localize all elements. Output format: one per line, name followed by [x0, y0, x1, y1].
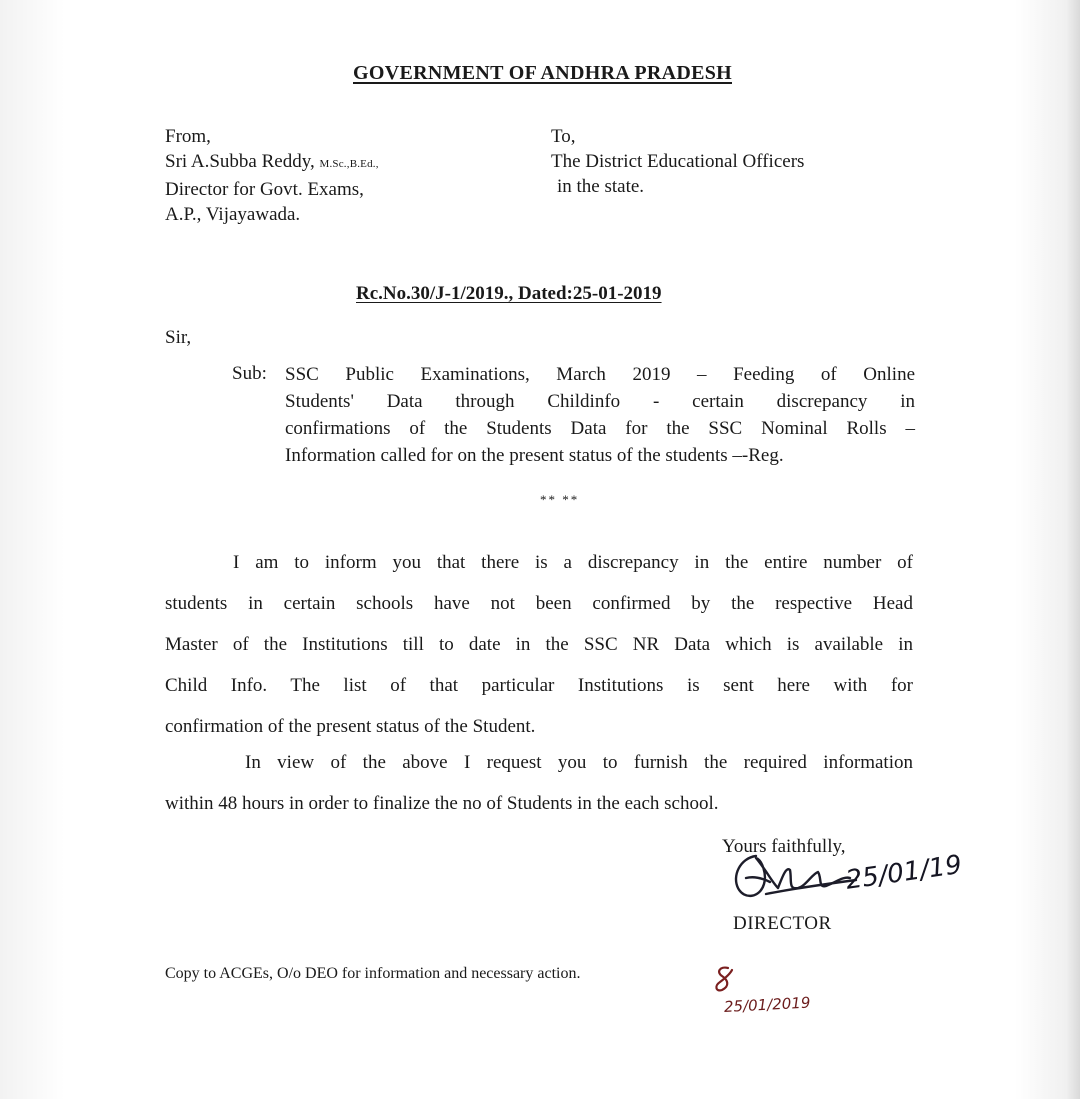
body-line: I am to inform you that there is a discrepancy in the entire number of	[233, 552, 913, 573]
recipient-scope: in the state.	[557, 176, 645, 197]
subject-line: Students' Data through Childinfo - certain discrepancy in	[285, 391, 915, 412]
subject-text	[285, 361, 915, 469]
body-paragraph-1	[165, 542, 913, 747]
subject-line: SSC Public Examinations, March 2019 – Feeding of Online	[285, 364, 915, 385]
from-block	[165, 124, 379, 227]
initials-mark	[710, 962, 740, 1002]
from-label: From,	[165, 126, 211, 147]
copy-to-note: Copy to ACGEs, O/o DEO for information and necessary action.	[165, 965, 581, 982]
subject-line: confirmations of the Students Data for the SSC Nominal Rolls –	[285, 418, 915, 439]
body-line: confirmation of the present status of the Student.	[165, 716, 536, 737]
sender-designation: Director for Govt. Exams,	[165, 179, 364, 200]
to-label: To,	[551, 126, 576, 147]
signature-date: 25/01/19	[843, 849, 964, 896]
body-line: In view of the above I request you to furnish the required information	[245, 752, 913, 773]
sender-name: Sri A.Subba Reddy,	[165, 151, 315, 172]
sender-location: A.P., Vijayawada.	[165, 204, 301, 225]
subject-line: Information called for on the present status of the students –-Reg.	[285, 445, 784, 466]
subject-label: Sub:	[232, 363, 267, 384]
body-line: Master of the Institutions till to date in the SSC NR Data which is available in	[165, 634, 913, 655]
page-edge-shadow	[1066, 0, 1080, 1099]
sender-name-line	[165, 149, 379, 177]
body-line: Child Info. The list of that particular Institutions is sent here with for	[165, 675, 913, 696]
section-separator: ** **	[540, 492, 580, 507]
valediction: Yours faithfully,	[722, 836, 846, 857]
signatory-designation: DIRECTOR	[733, 913, 832, 934]
reference-number: Rc.No.30/J-1/2019., Dated:25-01-2019	[356, 283, 662, 304]
sender-qualifications: M.Sc.,B.Ed.,	[319, 158, 379, 170]
body-line: students in certain schools have not been confirmed by the respective Head	[165, 593, 913, 614]
document-title	[0, 62, 1080, 85]
salutation: Sir,	[165, 327, 192, 348]
recipient-name: The District Educational Officers	[551, 151, 805, 172]
body-line: within 48 hours in order to finalize the no of Students in the each school.	[165, 793, 719, 814]
copy-handwritten-date: 25/01/2019	[723, 993, 811, 1016]
body-paragraph-2	[165, 742, 913, 824]
government-title: GOVERNMENT OF ANDHRA PRADESH	[353, 62, 732, 84]
to-block	[551, 124, 804, 199]
